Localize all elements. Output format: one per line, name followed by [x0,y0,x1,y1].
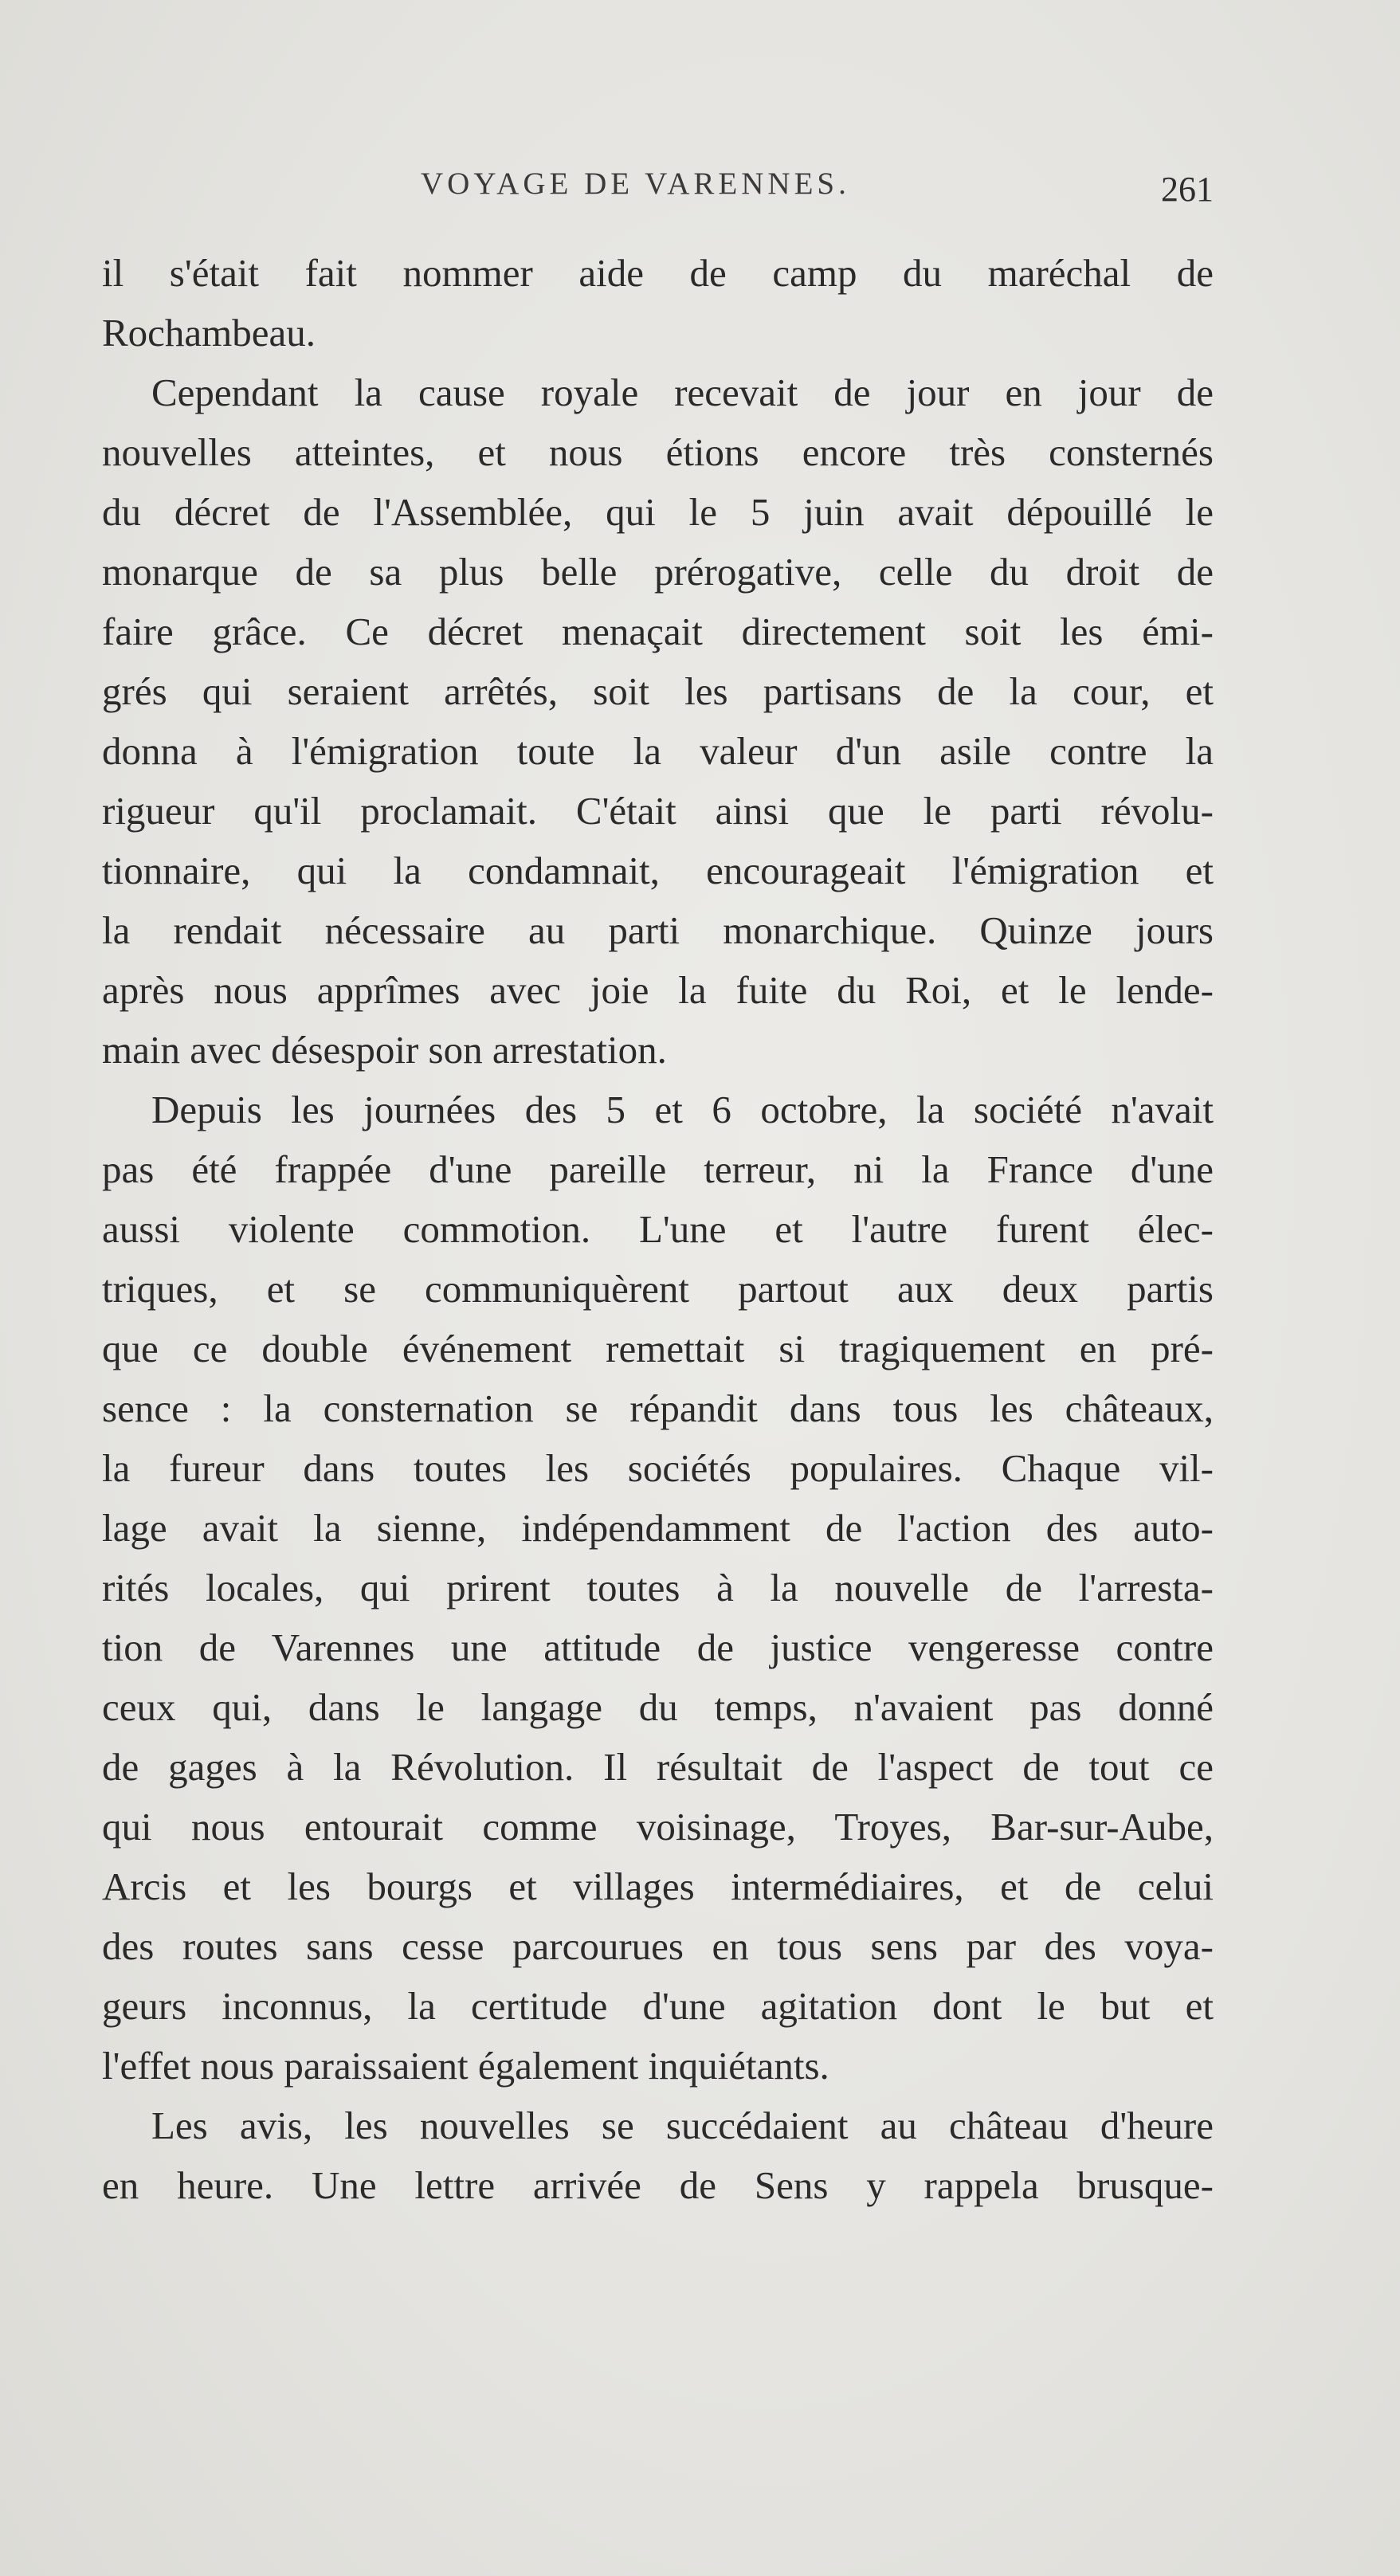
text-line: après nous apprîmes avec joie la fuite du Roi, et le lende- [102,968,1214,1012]
running-title: VOYAGE DE VARENNES. [421,167,850,201]
text-line: main avec désespoir son arrestation. [102,1028,667,1072]
text-line: aussi violente commotion. L'une et l'autre furent élec- [102,1207,1214,1251]
text-line: Les avis, les nouvelles se succédaient au château d'heure [151,2104,1214,2147]
text-line: il s'était fait nommer aide de camp du maréchal de [102,251,1214,295]
paragraph-2 [102,363,1214,1080]
text-line: l'effet nous paraissaient également inquiétants. [102,2044,829,2088]
text-line: tionnaire, qui la condamnait, encourageait l'émigration et [102,849,1214,892]
body-text [102,243,1214,2215]
text-line: des routes sans cesse parcourues en tous sens par des voya- [102,1924,1214,1968]
text-line: Cependant la cause royale recevait de jour en jour de [151,371,1214,414]
paragraph-4 [102,2096,1214,2215]
text-line: Depuis les journées des 5 et 6 octobre, la société n'avait [151,1088,1214,1131]
text-line: la rendait nécessaire au parti monarchique. Quinze jours [102,908,1214,952]
text-line: en heure. Une lettre arrivée de Sens y rappela brusque- [102,2163,1214,2207]
text-line: pas été frappée d'une pareille terreur, ni la France d'une [102,1147,1214,1191]
text-line: rigueur qu'il proclamait. C'était ainsi que le parti révolu- [102,789,1214,833]
text-line: donna à l'émigration toute la valeur d'un asile contre la [102,729,1214,773]
text-line: qui nous entourait comme voisinage, Troyes, Bar-sur-Aube, [102,1805,1214,1849]
text-line: faire grâce. Ce décret menaçait directement soit les émi- [102,610,1214,653]
text-line: sence : la consternation se répandit dans tous les châteaux, [102,1386,1214,1430]
text-line: nouvelles atteintes, et nous étions encore très consternés [102,430,1214,474]
text-line: de gages à la Révolution. Il résultait de l'aspect de tout ce [102,1745,1214,1789]
text-line: que ce double événement remettait si tragiquement en pré- [102,1327,1214,1370]
text-line: tion de Varennes une attitude de justice vengeresse contre [102,1625,1214,1669]
text-line: geurs inconnus, la certitude d'une agitation dont le but et [102,1984,1214,2028]
text-line: grés qui seraient arrêtés, soit les partisans de la cour, et [102,669,1214,713]
text-line: du décret de l'Assemblée, qui le 5 juin avait dépouillé le [102,490,1214,534]
text-line: Rochambeau. [102,311,316,355]
text-line: Arcis et les bourgs et villages intermédiaires, et de celui [102,1864,1214,1908]
text-line: ceux qui, dans le langage du temps, n'avaient pas donné [102,1685,1214,1729]
text-line: monarque de sa plus belle prérogative, celle du droit de [102,550,1214,594]
text-line: lage avait la sienne, indépendamment de l'action des auto- [102,1506,1214,1550]
running-head [102,166,1214,214]
paragraph-1 [102,243,1214,363]
text-line: triques, et se communiquèrent partout aux deux partis [102,1267,1214,1311]
text-line: la fureur dans toutes les sociétés populaires. Chaque vil- [102,1446,1214,1490]
text-line: rités locales, qui prirent toutes à la nouvelle de l'arresta- [102,1566,1214,1610]
paragraph-3 [102,1080,1214,2096]
page-number: 261 [1161,170,1214,209]
